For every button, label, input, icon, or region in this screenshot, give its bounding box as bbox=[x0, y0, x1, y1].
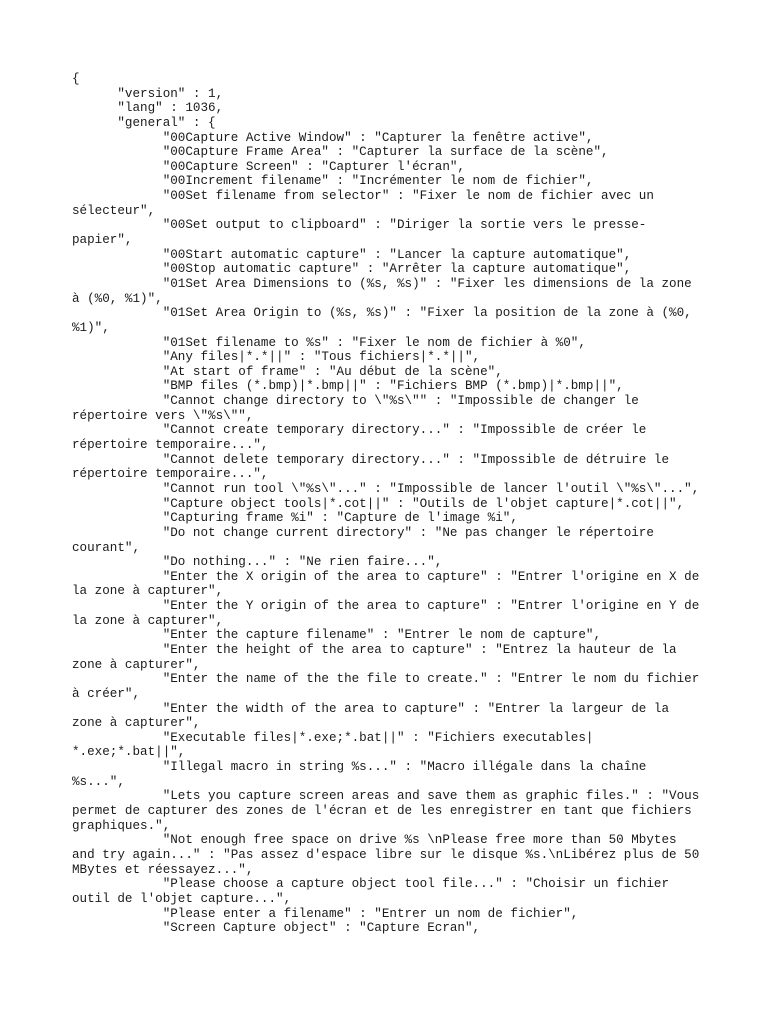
text-line: "00Capture Active Window" : "Capturer la fenêtre active", bbox=[72, 130, 594, 145]
text-line: "general" : { bbox=[72, 115, 216, 130]
text-line: "Enter the X origin of the area to capture" : "Entrer l'origine en X de bbox=[72, 569, 700, 584]
text-line: à (%0, %1)", bbox=[72, 291, 163, 306]
text-line: "01Set filename to %s" : "Fixer le nom de fichier à %0", bbox=[72, 335, 586, 350]
text-line: répertoire temporaire...", bbox=[72, 467, 269, 482]
document-page bbox=[72, 72, 700, 936]
text-line: "01Set Area Origin to (%s, %s)" : "Fixer la position de la zone à (%0, bbox=[72, 306, 692, 321]
text-line: { bbox=[72, 72, 80, 86]
text-line: "At start of frame" : "Au début de la scène", bbox=[72, 364, 503, 379]
text-line: "Enter the name of the the file to create." : "Entrer le nom du fichier bbox=[72, 672, 700, 687]
text-line: "00Capture Frame Area" : "Capturer la surface de la scène", bbox=[72, 145, 609, 160]
text-line: "version" : 1, bbox=[72, 86, 224, 101]
text-line: "01Set Area Dimensions to (%s, %s)" : "Fixer les dimensions de la zone bbox=[72, 276, 692, 291]
text-line: "Any files|*.*||" : "Tous fichiers|*.*||", bbox=[72, 350, 481, 365]
text-line: "Cannot create temporary directory..." : "Impossible de créer le bbox=[72, 423, 647, 438]
text-line: "00Start automatic capture" : "Lancer la capture automatique", bbox=[72, 247, 632, 262]
text-line: *.exe;*.bat||", bbox=[72, 745, 186, 760]
text-line: "Screen Capture object" : "Capture Ecran", bbox=[72, 921, 481, 936]
text-line: zone à capturer", bbox=[72, 657, 201, 672]
text-line: répertoire vers \"%s\"", bbox=[72, 408, 254, 423]
text-line: "00Increment filename" : "Incrémenter le nom de fichier", bbox=[72, 174, 594, 189]
text-line: "Capture object tools|*.cot||" : "Outils de l'objet capture|*.cot||", bbox=[72, 496, 685, 511]
text-line: "Do nothing..." : "Ne rien faire...", bbox=[72, 555, 443, 570]
text-line: graphiques.", bbox=[72, 818, 171, 833]
text-line: "Do not change current directory" : "Ne pas changer le répertoire bbox=[72, 525, 654, 540]
text-line: %s...", bbox=[72, 774, 125, 789]
text-line: "Enter the height of the area to capture" : "Entrez la hauteur de la bbox=[72, 642, 677, 657]
text-line: "Cannot change directory to \"%s\"" : "Impossible de changer le bbox=[72, 394, 639, 409]
text-line: "Enter the Y origin of the area to capture" : "Entrer l'origine en Y de bbox=[72, 599, 700, 614]
text-line: "Lets you capture screen areas and save them as graphic files." : "Vous bbox=[72, 789, 700, 804]
text-line: "00Capture Screen" : "Capturer l'écran", bbox=[72, 159, 465, 174]
text-line: "Not enough free space on drive %s \nPlease free more than 50 Mbytes bbox=[72, 833, 677, 848]
text-line: à créer", bbox=[72, 686, 141, 701]
text-line: and try again..." : "Pas assez d'espace libre sur le disque %s.\nLibérez plus de 50 bbox=[72, 847, 700, 862]
text-line: "Capturing frame %i" : "Capture de l'image %i", bbox=[72, 511, 518, 526]
text-line: MBytes et réessayez...", bbox=[72, 862, 254, 877]
text-line: "00Set filename from selector" : "Fixer le nom de fichier avec un bbox=[72, 189, 654, 204]
text-line: "00Stop automatic capture" : "Arrêter la capture automatique", bbox=[72, 262, 632, 277]
text-line: "00Set output to clipboard" : "Diriger la sortie vers le presse- bbox=[72, 218, 647, 233]
text-line: "BMP files (*.bmp)|*.bmp||" : "Fichiers BMP (*.bmp)|*.bmp||", bbox=[72, 379, 624, 394]
text-line: outil de l'objet capture...", bbox=[72, 891, 292, 906]
text-line: %1)", bbox=[72, 320, 110, 335]
text-line: "Please enter a filename" : "Entrer un nom de fichier", bbox=[72, 906, 579, 921]
text-line: "lang" : 1036, bbox=[72, 101, 224, 116]
text-line: "Enter the capture filename" : "Entrer le nom de capture", bbox=[72, 628, 602, 643]
text-line: sélecteur", bbox=[72, 203, 156, 218]
text-line: papier", bbox=[72, 233, 133, 248]
text-line: "Please choose a capture object tool file..." : "Choisir un fichier bbox=[72, 877, 670, 892]
text-line: zone à capturer", bbox=[72, 716, 201, 731]
text-line: "Cannot run tool \"%s\"..." : "Impossible de lancer l'outil \"%s\"...", bbox=[72, 481, 700, 496]
text-line: la zone à capturer", bbox=[72, 584, 224, 599]
text-line: courant", bbox=[72, 540, 141, 555]
text-line: répertoire temporaire...", bbox=[72, 438, 269, 453]
text-line: "Cannot delete temporary directory..." : "Impossible de détruire le bbox=[72, 452, 670, 467]
text-line: "Enter the width of the area to capture" : "Entrer la largeur de la bbox=[72, 701, 670, 716]
text-line: "Illegal macro in string %s..." : "Macro illégale dans la chaîne bbox=[72, 760, 647, 775]
text-line: "Executable files|*.exe;*.bat||" : "Fichiers executables| bbox=[72, 730, 594, 745]
text-line: la zone à capturer", bbox=[72, 613, 224, 628]
text-line: permet de capturer des zones de l'écran et de les enregistrer en tant que fichiers bbox=[72, 804, 692, 819]
